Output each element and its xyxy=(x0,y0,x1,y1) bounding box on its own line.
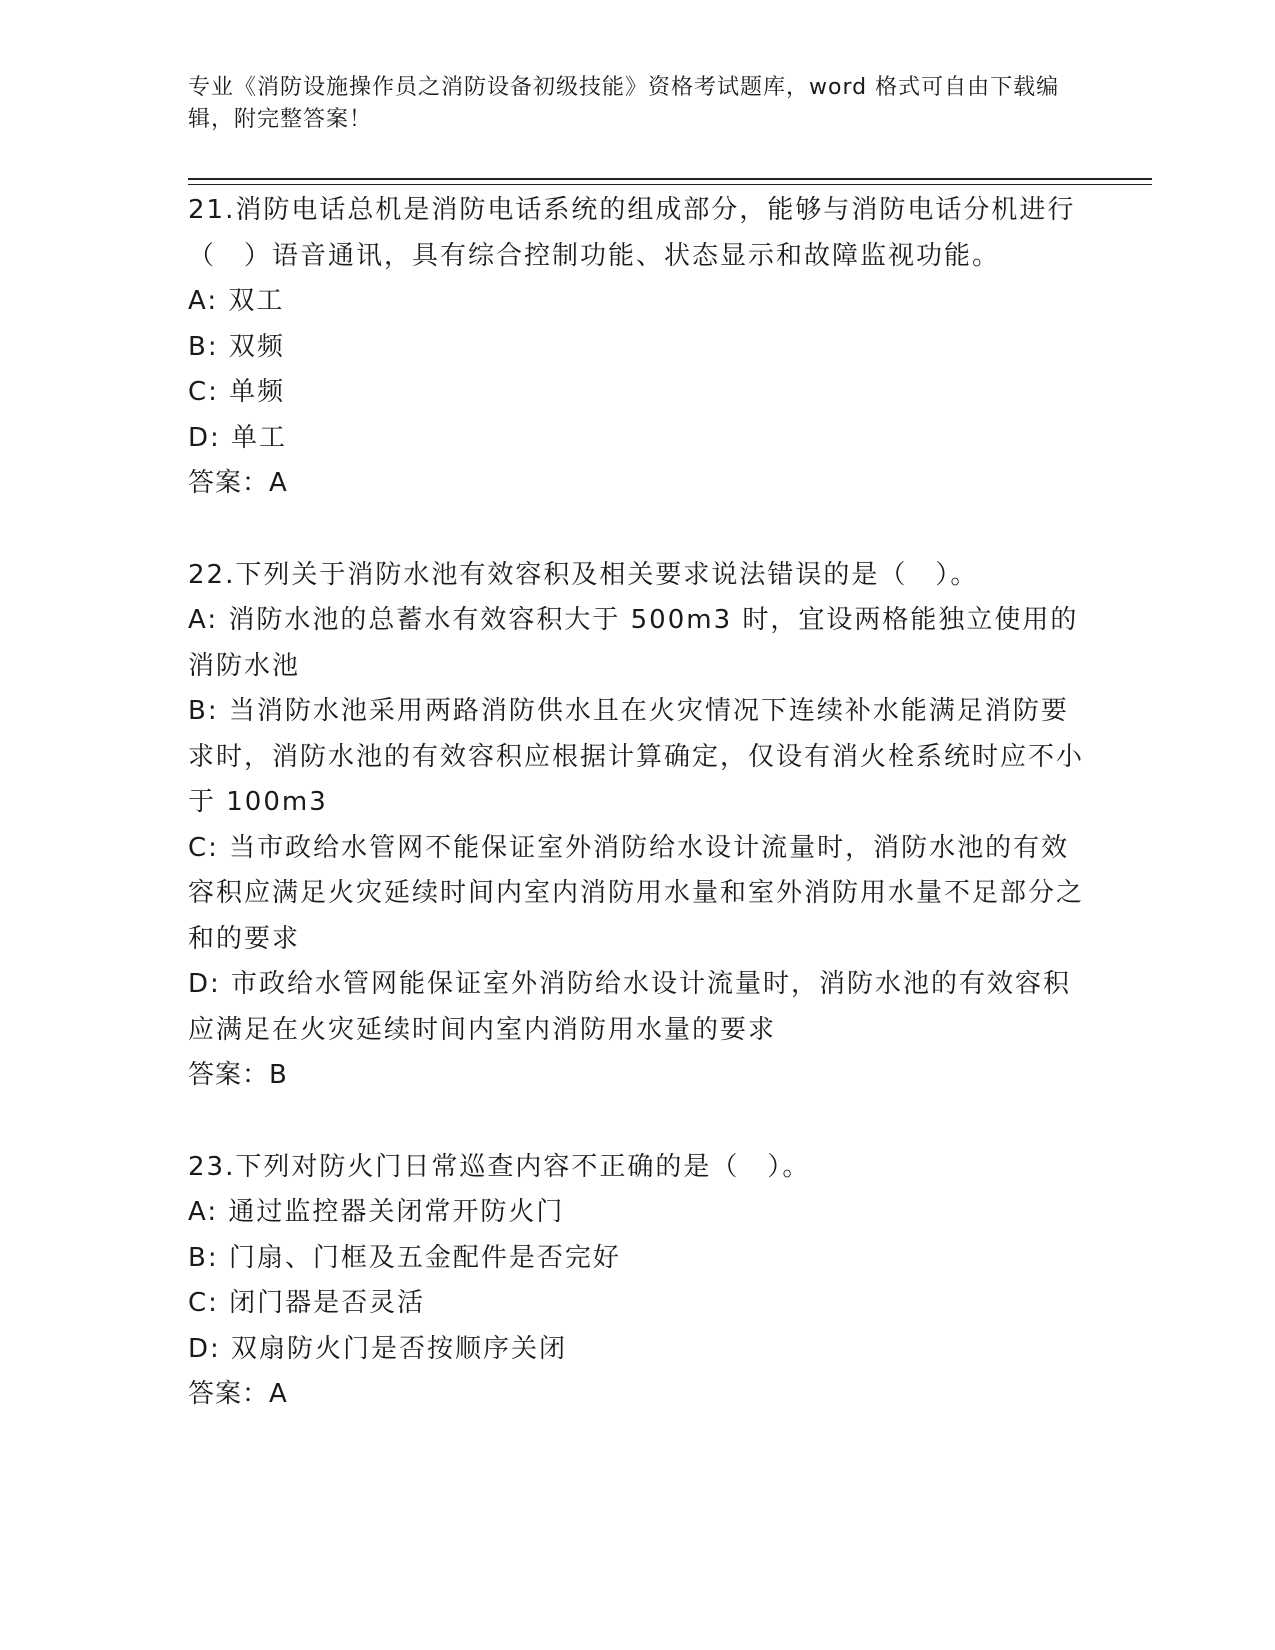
answer-label: 答案：A xyxy=(188,1379,288,1409)
option-d: D: 双扇防火门是否按顺序关闭 xyxy=(188,1333,568,1364)
document-header: 专业《消防设施操作员之消防设备初级技能》资格考试题库，word 格式可自由下载编辑，附完整答案！ xyxy=(188,75,1060,132)
option-c: C: 当市政给水管网不能保证室外消防给水设计流量时，消防水池的有效容积应满足火灾延续时间内室内消防用水量和室外消防用水量不足部分之和的要求 xyxy=(188,832,1085,954)
answer-label: 答案：B xyxy=(188,1060,288,1090)
option-c: C: 闭门器是否灵活 xyxy=(188,1288,426,1318)
header-divider-thick xyxy=(188,178,1152,180)
option-a: A: 通过监控器关闭常开防火门 xyxy=(188,1197,565,1227)
option-a: A: 双工 xyxy=(188,286,285,316)
question-list xyxy=(188,188,1088,1464)
answer-label: 答案：A xyxy=(188,468,288,498)
question-23 xyxy=(188,1145,1088,1418)
option-a: A: 消防水池的总蓄水有效容积大于 500m3 时，宜设两格能独立使用的消防水池 xyxy=(188,605,1079,681)
option-b: B: 门扇、门框及五金配件是否完好 xyxy=(188,1242,621,1273)
header-divider-thin xyxy=(188,184,1152,185)
question-stem: 23.下列对防火门日常巡查内容不正确的是（ ）。 xyxy=(188,1151,811,1182)
question-22 xyxy=(188,553,1088,1099)
question-stem: 22.下列关于消防水池有效容积及相关要求说法错误的是（ ）。 xyxy=(188,559,979,590)
option-c: C: 单频 xyxy=(188,377,286,407)
option-b: B: 当消防水池采用两路消防供水且在火灾情况下连续补水能满足消防要求时，消防水池的有效容积应根据计算确定，仅设有消火栓系统时应不小于 100m3 xyxy=(188,696,1085,817)
question-21 xyxy=(188,188,1088,507)
question-stem: 21.消防电话总机是消防电话系统的组成部分，能够与消防电话分机进行（ ）语音通讯，具有综合控制功能、状态显示和故障监视功能。 xyxy=(188,195,1076,271)
option-d: D: 市政给水管网能保证室外消防给水设计流量时，消防水池的有效容积应满足在火灾延续时间内室内消防用水量的要求 xyxy=(188,969,1072,1045)
option-b: B: 双频 xyxy=(188,331,285,362)
option-d: D: 单工 xyxy=(188,422,288,453)
